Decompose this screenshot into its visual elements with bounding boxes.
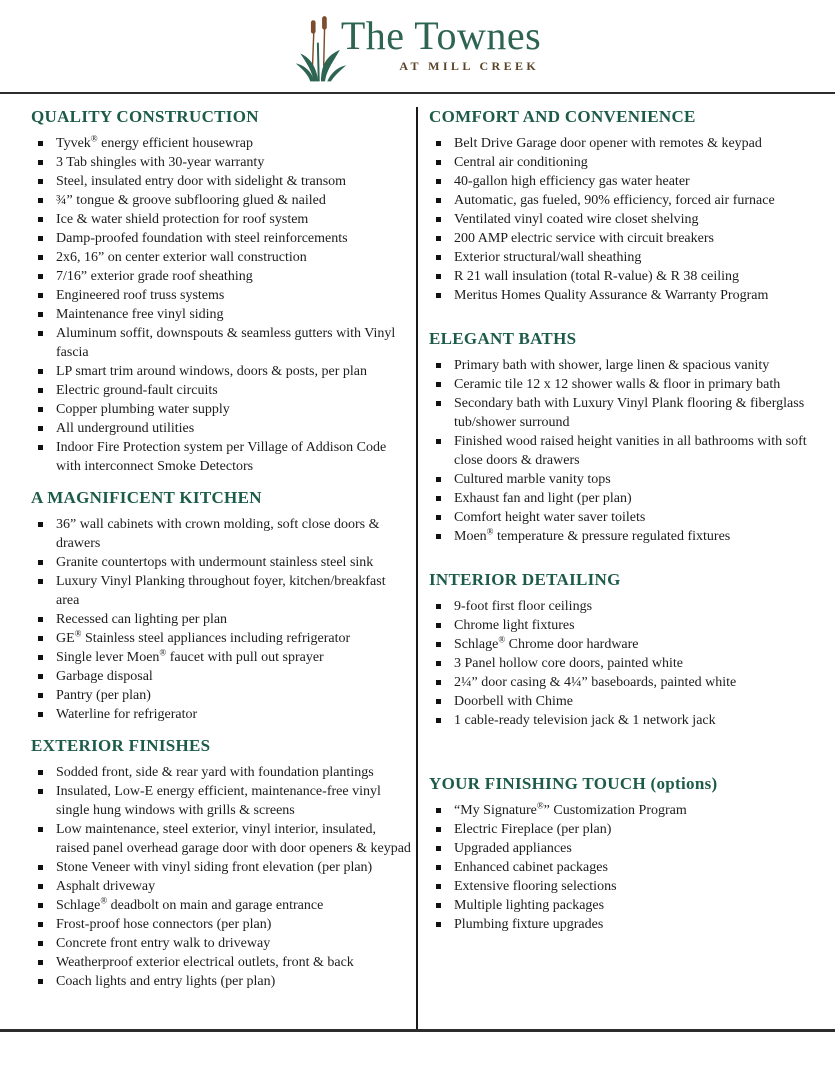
feature-item-text: 3 Tab shingles with 30-year warranty: [56, 155, 265, 170]
registered-trademark-symbol: ®: [498, 634, 506, 645]
square-bullet-icon: [38, 331, 43, 336]
feature-item: [37, 286, 412, 305]
square-bullet-icon: [38, 789, 43, 794]
square-bullet-icon: [436, 382, 441, 387]
feature-item-text: Asphalt driveway: [56, 879, 156, 894]
feature-item: [435, 248, 821, 267]
feature-item: [435, 134, 821, 153]
square-bullet-icon: [38, 770, 43, 775]
feature-item-text: Copper plumbing water supply: [56, 402, 230, 417]
bottom-rule: [0, 1029, 835, 1032]
feature-item: [37, 934, 412, 953]
square-bullet-icon: [436, 903, 441, 908]
feature-item-text: Ice & water shield protection for roof system: [56, 212, 309, 227]
square-bullet-icon: [38, 388, 43, 393]
feature-list: [429, 597, 821, 730]
feature-list: [31, 134, 412, 476]
square-bullet-icon: [436, 515, 441, 520]
feature-item-text: Plumbing fixture upgrades: [454, 917, 604, 932]
feature-item-text: Multiple lighting packages: [454, 898, 605, 913]
feature-item-text: Meritus Homes Quality Assurance & Warranty Program: [454, 288, 769, 303]
feature-item-text: Aluminum soffit, downspouts & seamless gutters with Vinyl fascia: [56, 326, 396, 360]
feature-item-text: Upgraded appliances: [454, 841, 572, 856]
square-bullet-icon: [436, 642, 441, 647]
feature-item-text: Secondary bath with Luxury Vinyl Plank flooring & fiberglass tub/shower surround: [454, 396, 805, 430]
square-bullet-icon: [436, 363, 441, 368]
feature-item: [37, 438, 412, 476]
feature-item: [435, 229, 821, 248]
feature-item: [37, 267, 412, 286]
feature-item-text: 7/16” exterior grade roof sheathing: [56, 269, 253, 284]
square-bullet-icon: [436, 718, 441, 723]
feature-item: [435, 839, 821, 858]
feature-item: [435, 654, 821, 673]
section-heading: COMFORT AND CONVENIENCE: [429, 107, 696, 126]
feature-item: [37, 896, 412, 915]
feature-item-text: Engineered roof truss systems: [56, 288, 225, 303]
feature-item: [37, 953, 412, 972]
feature-item-text: Ventilated vinyl coated wire closet shelving: [454, 212, 699, 227]
feature-item-text: Finished wood raised height vanities in all bathrooms with soft close doors & drawers: [454, 434, 807, 468]
feature-item-text: Recessed can lighting per plan: [56, 612, 228, 627]
square-bullet-icon: [38, 426, 43, 431]
feature-item: [37, 248, 412, 267]
square-bullet-icon: [436, 217, 441, 222]
section-your-finishing-touch-options: [429, 774, 821, 934]
feature-item-text: Doorbell with Chime: [454, 694, 573, 709]
square-bullet-icon: [436, 680, 441, 685]
square-bullet-icon: [38, 941, 43, 946]
feature-item: [435, 375, 821, 394]
feature-item-text: Comfort height water saver toilets: [454, 510, 646, 525]
feature-item: [37, 229, 412, 248]
square-bullet-icon: [38, 617, 43, 622]
registered-trademark-symbol: ®: [486, 526, 494, 537]
feature-item: [37, 172, 412, 191]
feature-item: [37, 153, 412, 172]
feature-item: [37, 515, 412, 553]
square-bullet-icon: [436, 236, 441, 241]
feature-item-text: LP smart trim around windows, doors & posts, per plan: [56, 364, 367, 379]
square-bullet-icon: [436, 865, 441, 870]
square-bullet-icon: [436, 922, 441, 927]
feature-item: [37, 877, 412, 896]
square-bullet-icon: [436, 439, 441, 444]
content-columns: [0, 94, 835, 1029]
square-bullet-icon: [436, 808, 441, 813]
square-bullet-icon: [38, 636, 43, 641]
feature-item-text: 3 Panel hollow core doors, painted white: [454, 656, 684, 671]
feature-item-text: Electric ground-fault circuits: [56, 383, 218, 398]
feature-item: [435, 692, 821, 711]
feature-item: [37, 782, 412, 820]
square-bullet-icon: [38, 179, 43, 184]
feature-item: [435, 673, 821, 692]
section-a-magnificent-kitchen: [31, 488, 412, 724]
feature-item-text: Central air conditioning: [454, 155, 588, 170]
feature-item-text: Frost-proof hose connectors (per plan): [56, 917, 272, 932]
square-bullet-icon: [436, 401, 441, 406]
right-column: [418, 107, 835, 1029]
feature-list: [31, 515, 412, 724]
feature-item: [37, 629, 412, 648]
feature-item: [37, 763, 412, 782]
registered-trademark-symbol: ®: [74, 628, 82, 639]
feature-item: [37, 400, 412, 419]
feature-item: [37, 705, 412, 724]
registered-trademark-symbol: ®: [159, 647, 167, 658]
section-elegant-baths: [429, 329, 821, 546]
feature-item: [435, 877, 821, 896]
feature-item: [435, 153, 821, 172]
square-bullet-icon: [38, 255, 43, 260]
feature-list: [429, 356, 821, 546]
feature-item: [37, 858, 412, 877]
feature-item-text: Schlage® deadbolt on main and garage entrance: [56, 895, 324, 913]
feature-item: [435, 394, 821, 432]
feature-item-text: Luxury Vinyl Planking throughout foyer, kitchen/breakfast area: [56, 574, 386, 608]
square-bullet-icon: [38, 979, 43, 984]
feature-list: [429, 134, 821, 305]
square-bullet-icon: [436, 604, 441, 609]
feature-item: [37, 362, 412, 381]
feature-item-text: Insulated, Low-E energy efficient, maintenance-free vinyl single hung windows with grills & screens: [56, 784, 381, 818]
square-bullet-icon: [436, 160, 441, 165]
square-bullet-icon: [38, 522, 43, 527]
feature-item-text: 2¼” door casing & 4¼” baseboards, painted white: [454, 675, 737, 690]
feature-item-text: GE® Stainless steel appliances including refrigerator: [56, 628, 351, 646]
feature-item-text: 1 cable-ready television jack & 1 network jack: [454, 713, 716, 728]
square-bullet-icon: [38, 312, 43, 317]
feature-item: [37, 820, 412, 858]
feature-item: [435, 286, 821, 305]
feature-item: [37, 305, 412, 324]
section-comfort-and-convenience: [429, 107, 821, 305]
feature-item: [435, 527, 821, 546]
square-bullet-icon: [436, 884, 441, 889]
square-bullet-icon: [436, 827, 441, 832]
section-heading: QUALITY CONSTRUCTION: [31, 107, 259, 126]
feature-item-text: Garbage disposal: [56, 669, 153, 684]
square-bullet-icon: [436, 293, 441, 298]
feature-item-text: Belt Drive Garage door opener with remotes & keypad: [454, 136, 762, 151]
feature-item-text: Enhanced cabinet packages: [454, 860, 608, 875]
feature-item-text: Schlage® Chrome door hardware: [454, 634, 639, 652]
square-bullet-icon: [436, 534, 441, 539]
feature-item: [435, 597, 821, 616]
feature-item: [435, 896, 821, 915]
feature-item-text: All underground utilities: [56, 421, 195, 436]
square-bullet-icon: [38, 445, 43, 450]
cattail-icon: [294, 15, 348, 83]
feature-item-text: Chrome light fixtures: [454, 618, 575, 633]
feature-item: [435, 858, 821, 877]
registered-trademark-symbol: ®: [536, 800, 544, 811]
square-bullet-icon: [38, 198, 43, 203]
feature-item: [435, 635, 821, 654]
feature-item-text: Weatherproof exterior electrical outlets, front & back: [56, 955, 354, 970]
logo-subtitle: AT MILL CREEK: [399, 59, 540, 73]
feature-item-text: Sodded front, side & rear yard with foundation plantings: [56, 765, 374, 780]
feature-item-text: “My Signature®” Customization Program: [454, 800, 687, 818]
feature-list: [429, 801, 821, 934]
square-bullet-icon: [38, 293, 43, 298]
square-bullet-icon: [38, 884, 43, 889]
square-bullet-icon: [38, 655, 43, 660]
registered-trademark-symbol: ®: [90, 133, 98, 144]
feature-item-text: ¾” tongue & groove subflooring glued & nailed: [56, 193, 326, 208]
feature-item: [37, 419, 412, 438]
feature-item: [435, 915, 821, 934]
feature-item-text: Stone Veneer with vinyl siding front elevation (per plan): [56, 860, 373, 875]
feature-item-text: Tyvek® energy efficient housewrap: [56, 133, 254, 151]
feature-item: [37, 572, 412, 610]
feature-item-text: Moen® temperature & pressure regulated fixtures: [454, 526, 731, 544]
feature-item: [435, 191, 821, 210]
square-bullet-icon: [38, 236, 43, 241]
feature-item-text: Coach lights and entry lights (per plan): [56, 974, 276, 989]
feature-item: [435, 470, 821, 489]
feature-item: [37, 553, 412, 572]
feature-item: [37, 915, 412, 934]
feature-item: [435, 432, 821, 470]
square-bullet-icon: [38, 712, 43, 717]
square-bullet-icon: [38, 693, 43, 698]
feature-item-text: Exhaust fan and light (per plan): [454, 491, 632, 506]
section-quality-construction: [31, 107, 412, 476]
feature-item: [37, 134, 412, 153]
logo-title: The Townes: [340, 13, 542, 58]
feature-item-text: Granite countertops with undermount stainless steel sink: [56, 555, 374, 570]
square-bullet-icon: [38, 407, 43, 412]
feature-item: [435, 356, 821, 375]
square-bullet-icon: [436, 623, 441, 628]
feature-item: [37, 210, 412, 229]
section-heading: EXTERIOR FINISHES: [31, 736, 211, 755]
square-bullet-icon: [436, 274, 441, 279]
feature-item-text: Cultured marble vanity tops: [454, 472, 611, 487]
logo: [294, 15, 541, 83]
square-bullet-icon: [436, 141, 441, 146]
feature-item-text: Maintenance free vinyl siding: [56, 307, 224, 322]
feature-item: [37, 686, 412, 705]
feature-item: [435, 820, 821, 839]
feature-item-text: Electric Fireplace (per plan): [454, 822, 612, 837]
feature-item: [37, 648, 412, 667]
feature-item: [435, 508, 821, 527]
square-bullet-icon: [436, 661, 441, 666]
feature-item: [37, 191, 412, 210]
feature-item-text: Damp-proofed foundation with steel reinforcements: [56, 231, 348, 246]
section-heading: INTERIOR DETAILING: [429, 570, 621, 589]
section-heading: YOUR FINISHING TOUCH (options): [429, 774, 718, 793]
square-bullet-icon: [38, 274, 43, 279]
feature-item: [37, 381, 412, 400]
feature-item-text: Steel, insulated entry door with sidelight & transom: [56, 174, 347, 189]
square-bullet-icon: [38, 141, 43, 146]
feature-item-text: R 21 wall insulation (total R-value) & R 38 ceiling: [454, 269, 740, 284]
feature-item: [435, 172, 821, 191]
square-bullet-icon: [38, 903, 43, 908]
square-bullet-icon: [436, 699, 441, 704]
square-bullet-icon: [38, 960, 43, 965]
square-bullet-icon: [38, 922, 43, 927]
feature-item: [435, 711, 821, 730]
square-bullet-icon: [436, 179, 441, 184]
feature-list: [31, 763, 412, 991]
feature-item-text: Waterline for refrigerator: [56, 707, 198, 722]
feature-item-text: Pantry (per plan): [56, 688, 151, 703]
feature-item: [435, 801, 821, 820]
left-column: [0, 107, 416, 1029]
square-bullet-icon: [38, 674, 43, 679]
registered-trademark-symbol: ®: [100, 895, 108, 906]
square-bullet-icon: [436, 477, 441, 482]
square-bullet-icon: [38, 827, 43, 832]
feature-item-text: 9-foot first floor ceilings: [454, 599, 593, 614]
square-bullet-icon: [38, 369, 43, 374]
feature-item-text: Primary bath with shower, large linen & spacious vanity: [454, 358, 770, 373]
header: [0, 0, 835, 92]
feature-item-text: Automatic, gas fueled, 90% efficiency, forced air furnace: [454, 193, 775, 208]
feature-item: [37, 667, 412, 686]
feature-item: [435, 489, 821, 508]
section-heading: ELEGANT BATHS: [429, 329, 577, 348]
feature-item-text: 2x6, 16” on center exterior wall construction: [56, 250, 307, 265]
feature-item: [37, 324, 412, 362]
feature-item: [37, 972, 412, 991]
square-bullet-icon: [436, 198, 441, 203]
logo-text: [341, 15, 541, 74]
square-bullet-icon: [436, 846, 441, 851]
feature-item-text: Extensive flooring selections: [454, 879, 617, 894]
section-interior-detailing: [429, 570, 821, 730]
feature-item-text: Concrete front entry walk to driveway: [56, 936, 271, 951]
feature-item-text: 40-gallon high efficiency gas water heater: [454, 174, 690, 189]
feature-item: [435, 210, 821, 229]
square-bullet-icon: [38, 217, 43, 222]
square-bullet-icon: [436, 255, 441, 260]
square-bullet-icon: [38, 865, 43, 870]
square-bullet-icon: [38, 579, 43, 584]
feature-item-text: Indoor Fire Protection system per Village of Addison Code with interconnect Smoke Detectors: [56, 440, 387, 474]
section-exterior-finishes: [31, 736, 412, 991]
feature-item-text: Exterior structural/wall sheathing: [454, 250, 642, 265]
square-bullet-icon: [38, 560, 43, 565]
square-bullet-icon: [436, 496, 441, 501]
feature-item-text: Single lever Moen® faucet with pull out sprayer: [56, 647, 324, 665]
square-bullet-icon: [38, 160, 43, 165]
feature-item-text: Low maintenance, steel exterior, vinyl interior, insulated, raised panel overhead garage door with door openers & keypad: [56, 822, 411, 856]
feature-item: [435, 616, 821, 635]
feature-item-text: 200 AMP electric service with circuit breakers: [454, 231, 714, 246]
section-heading: A MAGNIFICENT KITCHEN: [31, 488, 262, 507]
feature-item: [37, 610, 412, 629]
feature-item-text: 36” wall cabinets with crown molding, soft close doors & drawers: [56, 517, 380, 551]
feature-item-text: Ceramic tile 12 x 12 shower walls & floor in primary bath: [454, 377, 781, 392]
feature-item: [435, 267, 821, 286]
